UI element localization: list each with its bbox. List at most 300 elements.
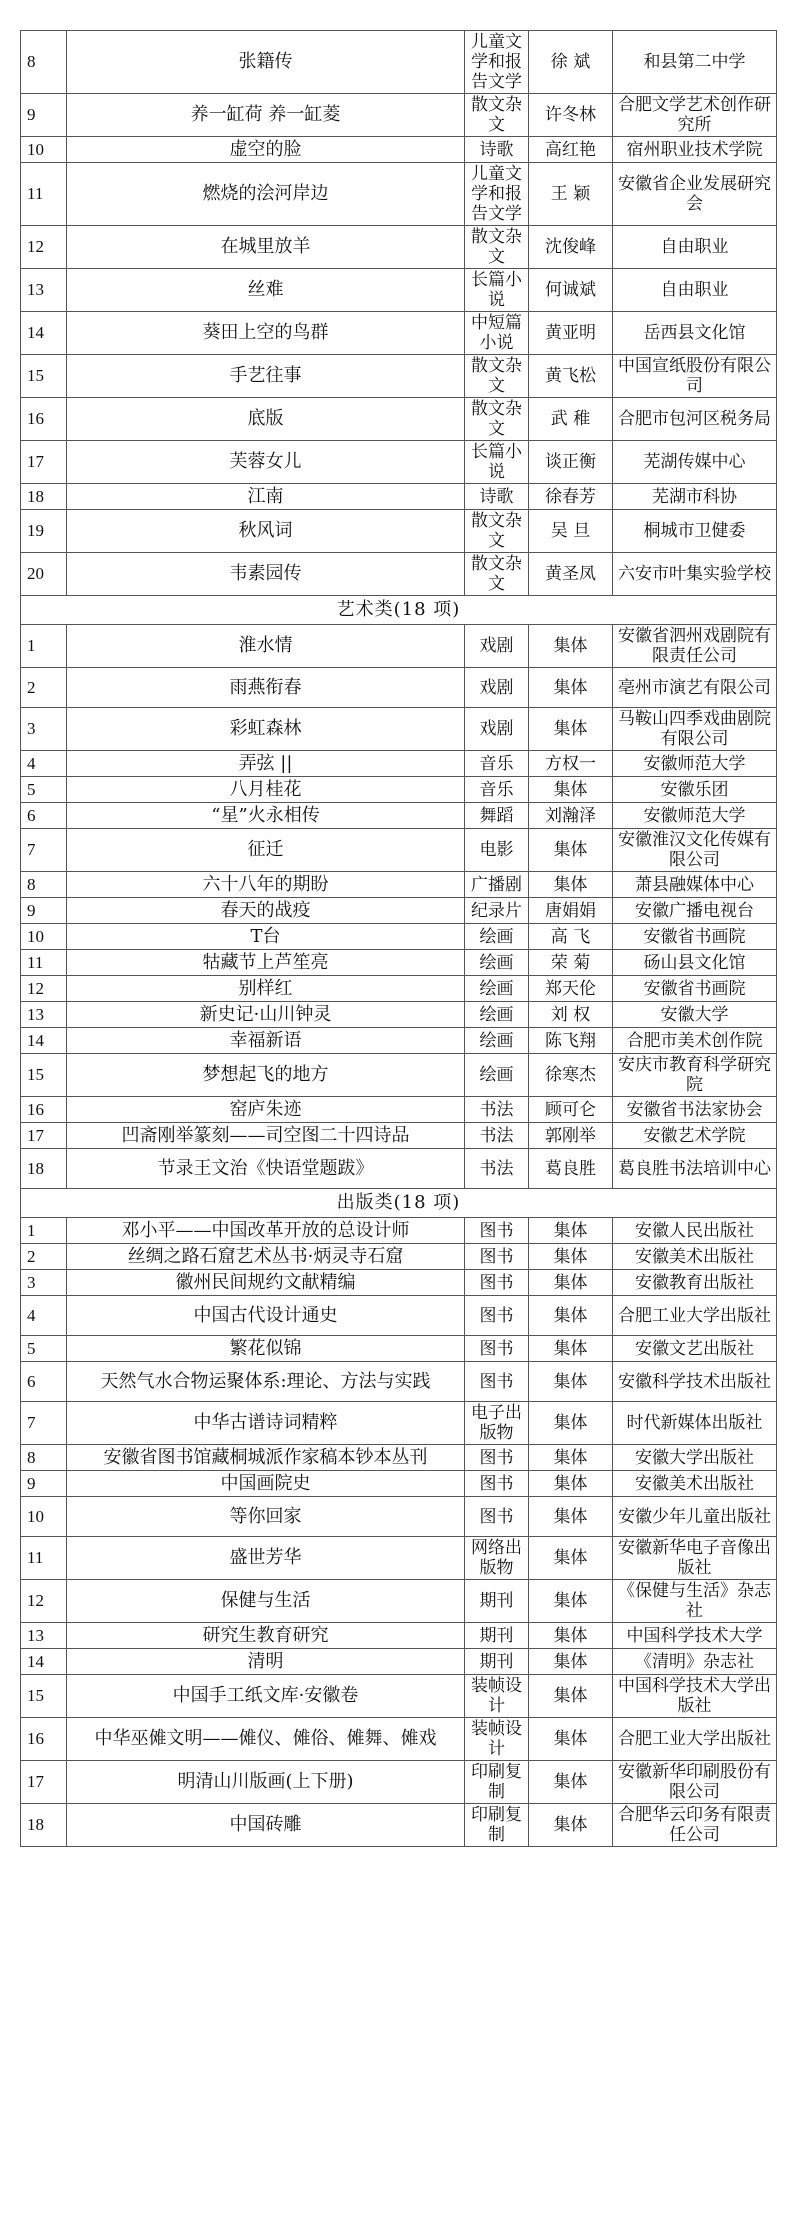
work-title: 研究生教育研究	[67, 1623, 465, 1649]
row-number: 2	[21, 1244, 67, 1270]
work-unit: 安徽乐团	[613, 777, 777, 803]
work-title: 丝绸之路石窟艺术丛书·炳灵寺石窟	[67, 1244, 465, 1270]
table-row	[21, 1580, 777, 1623]
table-row	[21, 510, 777, 553]
work-category: 图书	[465, 1497, 529, 1537]
table-row	[21, 625, 777, 668]
work-category: 图书	[465, 1218, 529, 1244]
work-category: 网络出版物	[465, 1537, 529, 1580]
work-author: 武 稚	[529, 398, 613, 441]
row-number: 17	[21, 1761, 67, 1804]
work-title: 邓小平——中国改革开放的总设计师	[67, 1218, 465, 1244]
work-category: 绘画	[465, 1002, 529, 1028]
work-title: 底版	[67, 398, 465, 441]
work-title: 彩虹森林	[67, 708, 465, 751]
table-row	[21, 94, 777, 137]
row-number: 13	[21, 269, 67, 312]
work-title: 别样红	[67, 976, 465, 1002]
work-unit: 安徽师范大学	[613, 803, 777, 829]
row-number: 7	[21, 1402, 67, 1445]
table-row	[21, 1804, 777, 1847]
work-category: 散文杂文	[465, 510, 529, 553]
work-category: 书法	[465, 1123, 529, 1149]
work-category: 音乐	[465, 777, 529, 803]
table-row	[21, 1123, 777, 1149]
work-category: 图书	[465, 1296, 529, 1336]
work-category: 装帧设计	[465, 1718, 529, 1761]
table-row	[21, 1028, 777, 1054]
work-category: 电子出版物	[465, 1402, 529, 1445]
table-row	[21, 1623, 777, 1649]
work-unit: 安徽人民出版社	[613, 1218, 777, 1244]
work-author: 荣 菊	[529, 950, 613, 976]
work-title: 葵田上空的鸟群	[67, 312, 465, 355]
table-row	[21, 1362, 777, 1402]
work-category: 绘画	[465, 1054, 529, 1097]
work-unit: 合肥市包河区税务局	[613, 398, 777, 441]
work-unit: 安徽省书画院	[613, 924, 777, 950]
row-number: 10	[21, 924, 67, 950]
work-unit: 合肥文学艺术创作研究所	[613, 94, 777, 137]
work-title: 徽州民间规约文献精编	[67, 1270, 465, 1296]
row-number: 18	[21, 1149, 67, 1189]
work-unit: 合肥工业大学出版社	[613, 1718, 777, 1761]
row-number: 6	[21, 1362, 67, 1402]
row-number: 3	[21, 708, 67, 751]
work-author: 何诚斌	[529, 269, 613, 312]
row-number: 5	[21, 777, 67, 803]
work-category: 期刊	[465, 1623, 529, 1649]
row-number: 10	[21, 1497, 67, 1537]
work-title: 中国手工纸文库·安徽卷	[67, 1675, 465, 1718]
table-row	[21, 1497, 777, 1537]
table-row	[21, 1336, 777, 1362]
table-row	[21, 1537, 777, 1580]
work-category: 绘画	[465, 950, 529, 976]
section-header-row	[21, 1189, 777, 1218]
work-author: 集体	[529, 1718, 613, 1761]
row-number: 16	[21, 1097, 67, 1123]
table-row	[21, 226, 777, 269]
work-title: 江南	[67, 484, 465, 510]
work-title: 窑庐朱迹	[67, 1097, 465, 1123]
work-unit: 和县第二中学	[613, 31, 777, 94]
work-title: 中国古代设计通史	[67, 1296, 465, 1336]
work-author: 集体	[529, 829, 613, 872]
work-author: 集体	[529, 625, 613, 668]
work-title: 在城里放羊	[67, 226, 465, 269]
work-title: “星”火永相传	[67, 803, 465, 829]
table-row	[21, 829, 777, 872]
work-unit: 安徽广播电视台	[613, 898, 777, 924]
row-number: 11	[21, 950, 67, 976]
publishing-rows	[21, 1218, 777, 1847]
table-row	[21, 976, 777, 1002]
work-unit: 安徽教育出版社	[613, 1270, 777, 1296]
row-number: 19	[21, 510, 67, 553]
section-header-row	[21, 596, 777, 625]
work-title: 弄弦 ||	[67, 751, 465, 777]
work-author: 黄飞松	[529, 355, 613, 398]
work-author: 集体	[529, 1675, 613, 1718]
work-author: 集体	[529, 1580, 613, 1623]
work-title: 清明	[67, 1649, 465, 1675]
table-row	[21, 355, 777, 398]
work-unit: 时代新媒体出版社	[613, 1402, 777, 1445]
work-category: 广播剧	[465, 872, 529, 898]
row-number: 14	[21, 1649, 67, 1675]
work-unit: 安徽新华电子音像出版社	[613, 1537, 777, 1580]
table-row	[21, 269, 777, 312]
work-author: 集体	[529, 777, 613, 803]
table-row	[21, 777, 777, 803]
work-author: 集体	[529, 668, 613, 708]
row-number: 11	[21, 163, 67, 226]
work-category: 图书	[465, 1471, 529, 1497]
work-category: 图书	[465, 1336, 529, 1362]
row-number: 3	[21, 1270, 67, 1296]
table-row	[21, 708, 777, 751]
work-unit: 自由职业	[613, 269, 777, 312]
work-author: 沈俊峰	[529, 226, 613, 269]
work-title: 征迁	[67, 829, 465, 872]
work-category: 音乐	[465, 751, 529, 777]
work-author: 集体	[529, 872, 613, 898]
work-title: 节录王文治《快语堂题跋》	[67, 1149, 465, 1189]
table-row	[21, 1244, 777, 1270]
work-title: 韦素园传	[67, 553, 465, 596]
work-author: 集体	[529, 1336, 613, 1362]
work-author: 高 飞	[529, 924, 613, 950]
work-title: 六十八年的期盼	[67, 872, 465, 898]
work-title: 凹斋刚举篆刻——司空图二十四诗品	[67, 1123, 465, 1149]
work-title: 丝难	[67, 269, 465, 312]
work-unit: 安徽师范大学	[613, 751, 777, 777]
work-category: 散文杂文	[465, 398, 529, 441]
work-category: 图书	[465, 1445, 529, 1471]
row-number: 2	[21, 668, 67, 708]
work-author: 高红艳	[529, 137, 613, 163]
work-unit: 自由职业	[613, 226, 777, 269]
row-number: 7	[21, 829, 67, 872]
work-category: 绘画	[465, 976, 529, 1002]
publishing-section	[21, 1189, 777, 1218]
work-author: 刘 权	[529, 1002, 613, 1028]
row-number: 12	[21, 976, 67, 1002]
work-unit: 中国宣纸股份有限公司	[613, 355, 777, 398]
work-title: 天然气水合物运聚体系:理论、方法与实践	[67, 1362, 465, 1402]
work-category: 印刷复制	[465, 1761, 529, 1804]
work-category: 电影	[465, 829, 529, 872]
work-unit: 安徽科学技术出版社	[613, 1362, 777, 1402]
work-title: 虚空的脸	[67, 137, 465, 163]
row-number: 16	[21, 1718, 67, 1761]
work-author: 徐春芳	[529, 484, 613, 510]
section-header-art: 艺术类(18 项)	[21, 596, 777, 625]
work-category: 诗歌	[465, 137, 529, 163]
work-category: 散文杂文	[465, 226, 529, 269]
awards-document	[20, 30, 776, 1847]
table-row	[21, 1097, 777, 1123]
work-category: 书法	[465, 1097, 529, 1123]
table-row	[21, 1296, 777, 1336]
work-unit: 合肥工业大学出版社	[613, 1296, 777, 1336]
work-unit: 安徽省书画院	[613, 976, 777, 1002]
work-category: 中短篇小说	[465, 312, 529, 355]
table-row	[21, 1054, 777, 1097]
row-number: 14	[21, 312, 67, 355]
work-author: 黄圣凤	[529, 553, 613, 596]
work-unit: 安徽省泗州戏剧院有限责任公司	[613, 625, 777, 668]
work-category: 儿童文学和报告文学	[465, 163, 529, 226]
work-unit: 六安市叶集实验学校	[613, 553, 777, 596]
work-unit: 中国科学技术大学	[613, 1623, 777, 1649]
work-title: T台	[67, 924, 465, 950]
row-number: 15	[21, 355, 67, 398]
table-row	[21, 1402, 777, 1445]
work-title: 幸福新语	[67, 1028, 465, 1054]
row-number: 9	[21, 94, 67, 137]
work-title: 中华古谱诗词精粹	[67, 1402, 465, 1445]
work-author: 郭刚举	[529, 1123, 613, 1149]
work-title: 繁花似锦	[67, 1336, 465, 1362]
work-unit: 砀山县文化馆	[613, 950, 777, 976]
work-title: 中国画院史	[67, 1471, 465, 1497]
work-author: 集体	[529, 1270, 613, 1296]
work-category: 印刷复制	[465, 1804, 529, 1847]
table-row	[21, 137, 777, 163]
work-title: 养一缸荷 养一缸菱	[67, 94, 465, 137]
work-author: 方权一	[529, 751, 613, 777]
work-author: 集体	[529, 1537, 613, 1580]
row-number: 18	[21, 1804, 67, 1847]
row-number: 12	[21, 226, 67, 269]
row-number: 12	[21, 1580, 67, 1623]
work-title: 牯藏节上芦笙亮	[67, 950, 465, 976]
work-title: 保健与生活	[67, 1580, 465, 1623]
work-title: 雨燕衔春	[67, 668, 465, 708]
work-title: 中华巫傩文明——傩仪、傩俗、傩舞、傩戏	[67, 1718, 465, 1761]
work-category: 装帧设计	[465, 1675, 529, 1718]
work-title: 张籍传	[67, 31, 465, 94]
work-author: 徐 斌	[529, 31, 613, 94]
row-number: 1	[21, 625, 67, 668]
work-category: 散文杂文	[465, 553, 529, 596]
work-unit: 安徽淮汉文化传媒有限公司	[613, 829, 777, 872]
work-author: 唐娟娟	[529, 898, 613, 924]
work-title: 安徽省图书馆藏桐城派作家稿本钞本丛刊	[67, 1445, 465, 1471]
work-title: 八月桂花	[67, 777, 465, 803]
row-number: 16	[21, 398, 67, 441]
work-author: 集体	[529, 1362, 613, 1402]
row-number: 17	[21, 441, 67, 484]
work-unit: 宿州职业技术学院	[613, 137, 777, 163]
row-number: 17	[21, 1123, 67, 1149]
table-row	[21, 312, 777, 355]
table-row	[21, 398, 777, 441]
work-title: 秋风词	[67, 510, 465, 553]
work-unit: 萧县融媒体中心	[613, 872, 777, 898]
table-row	[21, 484, 777, 510]
work-title: 明清山川版画(上下册)	[67, 1761, 465, 1804]
work-unit: 安徽文艺出版社	[613, 1336, 777, 1362]
row-number: 13	[21, 1623, 67, 1649]
work-author: 集体	[529, 1623, 613, 1649]
table-row	[21, 1002, 777, 1028]
work-author: 集体	[529, 1761, 613, 1804]
work-unit: 葛良胜书法培训中心	[613, 1149, 777, 1189]
work-unit: 安徽新华印刷股份有限公司	[613, 1761, 777, 1804]
row-number: 15	[21, 1054, 67, 1097]
work-author: 刘瀚泽	[529, 803, 613, 829]
row-number: 9	[21, 1471, 67, 1497]
table-row	[21, 1718, 777, 1761]
work-author: 徐寒杰	[529, 1054, 613, 1097]
work-unit: 《保健与生活》杂志社	[613, 1580, 777, 1623]
work-author: 吴 旦	[529, 510, 613, 553]
work-unit: 安徽美术出版社	[613, 1244, 777, 1270]
table-row	[21, 898, 777, 924]
work-category: 散文杂文	[465, 355, 529, 398]
table-row	[21, 872, 777, 898]
row-number: 4	[21, 751, 67, 777]
work-unit: 安徽少年儿童出版社	[613, 1497, 777, 1537]
table-row	[21, 1675, 777, 1718]
work-category: 儿童文学和报告文学	[465, 31, 529, 94]
row-number: 1	[21, 1218, 67, 1244]
work-category: 书法	[465, 1149, 529, 1189]
work-title: 梦想起飞的地方	[67, 1054, 465, 1097]
work-author: 葛良胜	[529, 1149, 613, 1189]
table-row	[21, 668, 777, 708]
row-number: 5	[21, 1336, 67, 1362]
work-author: 集体	[529, 708, 613, 751]
work-unit: 芜湖市科协	[613, 484, 777, 510]
work-author: 郑天伦	[529, 976, 613, 1002]
work-unit: 岳西县文化馆	[613, 312, 777, 355]
table-row	[21, 163, 777, 226]
work-category: 绘画	[465, 1028, 529, 1054]
table-row	[21, 751, 777, 777]
work-unit: 安徽省书法家协会	[613, 1097, 777, 1123]
work-category: 图书	[465, 1270, 529, 1296]
work-title: 盛世芳华	[67, 1537, 465, 1580]
work-unit: 安徽大学出版社	[613, 1445, 777, 1471]
work-author: 谈正衡	[529, 441, 613, 484]
work-category: 图书	[465, 1362, 529, 1402]
row-number: 8	[21, 872, 67, 898]
work-title: 手艺往事	[67, 355, 465, 398]
work-author: 集体	[529, 1471, 613, 1497]
work-category: 期刊	[465, 1649, 529, 1675]
row-number: 11	[21, 1537, 67, 1580]
work-unit: 合肥市美术创作院	[613, 1028, 777, 1054]
row-number: 15	[21, 1675, 67, 1718]
work-author: 陈飞翔	[529, 1028, 613, 1054]
work-title: 中国砖雕	[67, 1804, 465, 1847]
work-unit: 《清明》杂志社	[613, 1649, 777, 1675]
work-author: 王 颖	[529, 163, 613, 226]
table-row	[21, 803, 777, 829]
row-number: 8	[21, 31, 67, 94]
work-title: 新史记·山川钟灵	[67, 1002, 465, 1028]
work-author: 黄亚明	[529, 312, 613, 355]
work-category: 图书	[465, 1244, 529, 1270]
art-section	[21, 596, 777, 625]
work-category: 长篇小说	[465, 441, 529, 484]
work-author: 集体	[529, 1804, 613, 1847]
work-title: 燃烧的浍河岸边	[67, 163, 465, 226]
row-number: 8	[21, 1445, 67, 1471]
table-row	[21, 1218, 777, 1244]
work-category: 绘画	[465, 924, 529, 950]
awards-table	[20, 30, 777, 1847]
row-number: 6	[21, 803, 67, 829]
work-category: 戏剧	[465, 708, 529, 751]
row-number: 18	[21, 484, 67, 510]
section-header-publishing: 出版类(18 项)	[21, 1189, 777, 1218]
work-unit: 芜湖传媒中心	[613, 441, 777, 484]
table-row	[21, 1649, 777, 1675]
work-unit: 安徽大学	[613, 1002, 777, 1028]
work-category: 戏剧	[465, 625, 529, 668]
work-category: 散文杂文	[465, 94, 529, 137]
work-author: 许冬林	[529, 94, 613, 137]
row-number: 4	[21, 1296, 67, 1336]
work-author: 顾可仑	[529, 1097, 613, 1123]
work-unit: 安徽艺术学院	[613, 1123, 777, 1149]
table-row	[21, 1761, 777, 1804]
work-unit: 安徽美术出版社	[613, 1471, 777, 1497]
work-author: 集体	[529, 1497, 613, 1537]
work-author: 集体	[529, 1649, 613, 1675]
work-unit: 马鞍山四季戏曲剧院有限公司	[613, 708, 777, 751]
row-number: 10	[21, 137, 67, 163]
work-unit: 合肥华云印务有限责任公司	[613, 1804, 777, 1847]
table-row	[21, 1149, 777, 1189]
row-number: 13	[21, 1002, 67, 1028]
literature-rows	[21, 31, 777, 596]
work-author: 集体	[529, 1218, 613, 1244]
work-category: 戏剧	[465, 668, 529, 708]
work-category: 期刊	[465, 1580, 529, 1623]
work-title: 淮水情	[67, 625, 465, 668]
art-rows	[21, 625, 777, 1189]
work-unit: 安庆市教育科学研究院	[613, 1054, 777, 1097]
work-category: 诗歌	[465, 484, 529, 510]
row-number: 14	[21, 1028, 67, 1054]
table-row	[21, 924, 777, 950]
work-unit: 中国科学技术大学出版社	[613, 1675, 777, 1718]
table-row	[21, 441, 777, 484]
work-unit: 安徽省企业发展研究会	[613, 163, 777, 226]
table-row	[21, 1445, 777, 1471]
work-author: 集体	[529, 1296, 613, 1336]
work-category: 长篇小说	[465, 269, 529, 312]
row-number: 20	[21, 553, 67, 596]
table-row	[21, 553, 777, 596]
table-row	[21, 31, 777, 94]
work-author: 集体	[529, 1402, 613, 1445]
work-unit: 亳州市演艺有限公司	[613, 668, 777, 708]
work-unit: 桐城市卫健委	[613, 510, 777, 553]
table-row	[21, 1471, 777, 1497]
work-title: 芙蓉女儿	[67, 441, 465, 484]
table-row	[21, 950, 777, 976]
work-title: 春天的战疫	[67, 898, 465, 924]
row-number: 9	[21, 898, 67, 924]
table-row	[21, 1270, 777, 1296]
